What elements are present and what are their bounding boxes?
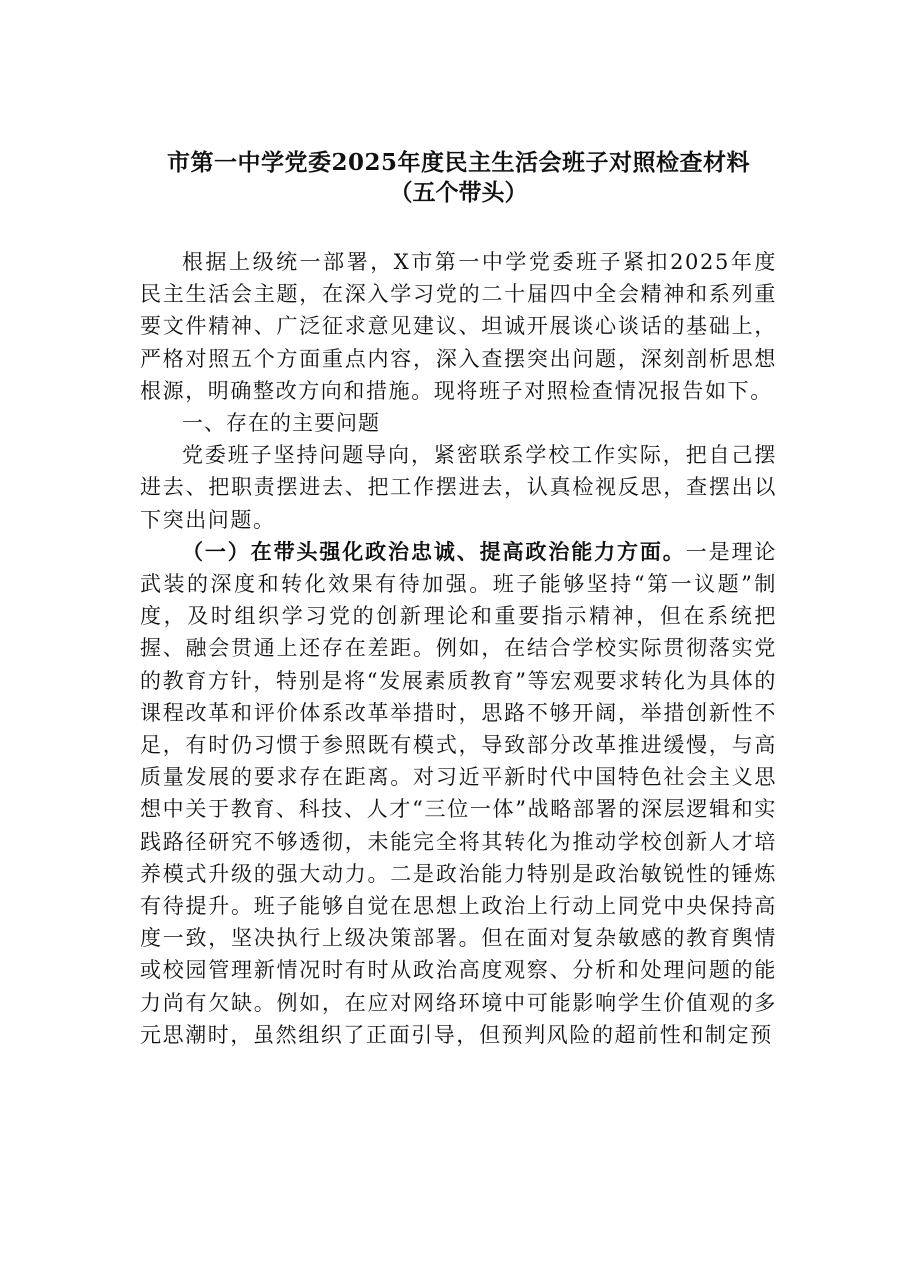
subsection-heading: （一）在带头强化政治忠诚、提高政治能力方面。 (182, 538, 686, 564)
document-title: 市第一中学党委2025年度民主生活会班子对照检查材料 (166, 149, 750, 176)
document-subtitle: （五个带头） (389, 179, 528, 206)
subsection-body: 一是理论武装的深度和转化效果有待加强。班子能够坚持“第一议题”制度，及时组织学习党的创新理论和重要指示精神，但在系统把握、融会贯通上还存在差距。例如，在结合学校实际贯彻落实党的教育方针，特别是将“发展素质教育”等宏观要求转化为具体的课程改革和评价体系改革举措时，思路不够开阔，举措创新性不足，有时仍习惯于参照既有模式，导致部分改革推进缓慢，与高质量发展的要求存在距离。对习近平新时代中国特色社会主义思想中关于教育、科技、人才“三位一体”战略部署的深层逻辑和实践路径研究不够透彻，未能完全将其转化为推动学校创新人才培养模式升级的强大动力。二是政治能力特别是政治敏锐性的锤炼有待提升。班子能够自觉在思想上政治上行动上同党中央保持高度一致，坚决执行上级决策部署。但在面对复杂敏感的教育舆情或校园管理新情况时有时从政治高度观察、分析和处理问题的能力尚有欠缺。例如，在应对网络环境中可能影响学生价值观的多元思潮时，虽然组织了正面引导，但预判风险的超前性和制定预 (140, 539, 777, 1047)
intro-paragraph: 根据上级统一部署，X市第一中学党委班子紧扣2025年度民主生活会主题，在深入学习党的二十届四中全会精神和系列重要文件精神、广泛征求意见建议、坦诚开展谈心谈话的基础上，严格对照五个方面重点内容，深入查摆突出问题，深刻剖析思想根源，明确整改方向和措施。现将班子对照检查情况报告如下。 (140, 250, 777, 403)
section-heading-problems: 一、存在的主要问题 (182, 411, 380, 436)
section-intro-paragraph: 党委班子坚持问题导向，紧密联系学校工作实际，把自己摆进去、把职责摆进去、把工作摆进去，认真检视反思，查摆出以下突出问题。 (140, 443, 777, 532)
subsection-paragraph (140, 536, 777, 1051)
